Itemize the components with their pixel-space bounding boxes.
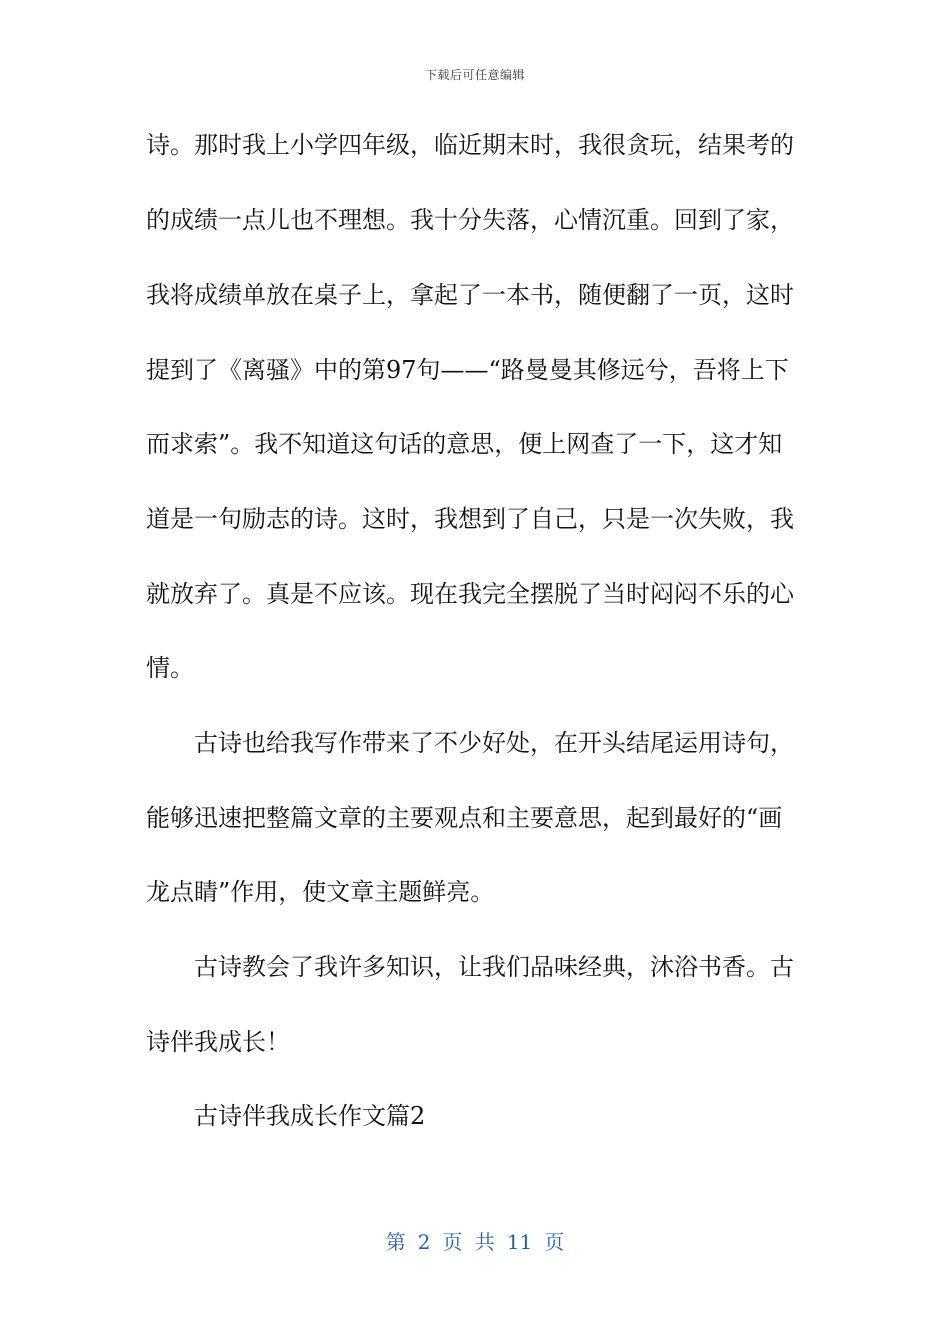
paragraph-line: 诗伴我成长！ — [146, 1028, 290, 1056]
paragraph-line: 就放弃了。真是不应该。现在我完全摆脱了当时闷闷不乐的心 — [146, 580, 794, 608]
paragraph-line: 道是一句励志的诗。这时，我想到了自己，只是一次失败，我 — [146, 505, 794, 533]
paragraph-line: 古诗也给我写作带来了不少好处，在开头结尾运用诗句， — [194, 729, 794, 757]
paragraph-line: 龙点睛”作用，使文章主题鲜亮。 — [146, 878, 495, 906]
paragraph-line: 提到了《离骚》中的第97句——“路曼曼其修远兮，吾将上下 — [146, 356, 789, 384]
page-header: 下载后可任意编辑 — [424, 68, 525, 82]
section-heading: 古诗伴我成长作文篇2 — [194, 1102, 426, 1130]
footer-middle: 页 共 — [442, 1230, 495, 1254]
paragraph-line: 古诗教会了我许多知识，让我们品味经典，沐浴书香。古 — [194, 953, 794, 981]
footer-prefix: 第 — [385, 1230, 406, 1254]
paragraph-line: 能够迅速把整篇文章的主要观点和主要意思，起到最好的“画 — [146, 804, 783, 832]
paragraph-line: 情。 — [146, 654, 194, 682]
paragraph-line: 诗。那时我上小学四年级，临近期末时，我很贪玩，结果考的 — [146, 131, 794, 159]
paragraph-line: 的成绩一点儿也不理想。我十分失落，心情沉重。回到了家， — [146, 206, 794, 234]
paragraph-line: 而求索”。我不知道这句话的意思，便上网查了一下，这才知 — [146, 430, 783, 458]
footer-total-pages: 11 — [506, 1230, 533, 1254]
page-footer — [0, 1226, 950, 1255]
footer-suffix: 页 — [544, 1230, 565, 1254]
paragraph-line: 我将成绩单放在桌子上，拿起了一本书，随便翻了一页，这时 — [146, 281, 794, 309]
footer-page-number: 2 — [417, 1230, 431, 1254]
